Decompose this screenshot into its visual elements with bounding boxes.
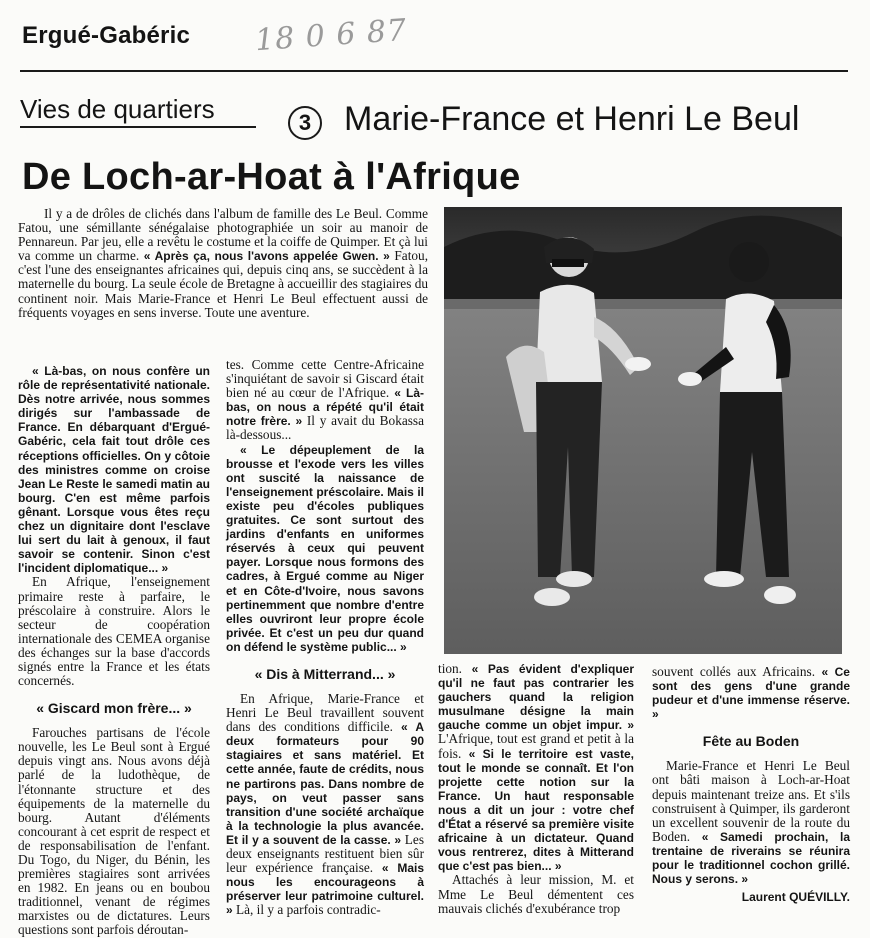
quote-text: « Là-bas, on nous confère un rôle de représentativité nationale. Dès notre arrivée, nous sommes dirigés sur l'ambassade de France. En débarquant d'Ergué-Gabéric, cela fait tout drôle ces réceptions officielles. On y côtoie des ministres comme on croise Jean Le Reste le samedi matin au bourg. C'en est même parfois gênant. Lorsque vous êtes reçu chez un dignitaire dont l'esclave lui sert du lait à genoux, il faut savoir se contenir. Sinon c'est l'incident diplomatique... » [18,364,210,576]
text-run: Il y avait du Bokassa là-dessous... [226,413,424,443]
paragraph [226,692,424,918]
quote-text: « Samedi prochain, la trentaine de riverains se réunira pour le traditionnel cochon grillé. Nous y serons. » [652,829,850,887]
text-run: tes. Comme cette Centre-Africaine s'inquiétant de savoir si Giscard était bien né au cœur de l'Afrique. [226,357,424,401]
text-run: Fatou, c'est l'une des enseignantes africaines qui, depuis cinq ans, se succèdent à la maternelle du bourg. La seule école de Bretagne à accueillir des stagiaires du continent noir. Mais Marie-France et Henri Le Beul effectuent aussi de fréquents voyages en sens inverse. Toute une aventure. [18,248,429,320]
paragraph [226,358,424,443]
column-1 [18,364,210,938]
text-run: tion. [438,661,472,676]
paragraph [652,665,850,721]
handwritten-date-note: 18 0 6 87 [253,12,409,59]
quote-text: « Après ça, nous l'avons appelée Gwen. » [143,249,390,264]
column-2 [226,358,424,917]
text-run: souvent collés aux Africains. [652,664,822,679]
quote-text: « Là-bas, on nous a répété qu'il était notre frère. » [226,386,424,429]
quote-text: « Pas évident d'expliquer qu'il ne faut pas contrarier les gauchers quand la religion musulmane désigne la main gauche comme un objet impur. » [438,662,634,733]
newspaper-town-heading: Ergué-Gabéric [22,22,190,49]
article-intro [18,207,428,320]
paragraph: Attachés à leur mission, M. et Mme Le Beul démentent ces mauvais clichés d'exubérance trop [438,872,634,916]
series-number-badge: 3 [288,106,322,140]
paragraph: En Afrique, l'enseignement primaire reste à parfaire, le préscolaire à construire. Alors le secteur de coopération internationale des CEMEA organise des échanges sur la base d'accords signés entre la France et les états concernés. [18,574,210,689]
column-4 [652,665,850,904]
article-subject: Marie-France et Henri Le Beul [344,100,800,138]
quote-text: « Le dépeuplement de la brousse et l'exode vers les villes ont suscité la naissance de l'enseignement préscolaire. Mais il existe peu d'écoles publiques gratuites. Ce sont surtout des jardins d'enfants en uniformes réservés à ceux qui peuvent payer. Lorsque nous formons des cadres, à Ergué comme au Niger et en Côte-d'Ivoire, nous savons pertinemment que nombre d'entre elles ouvriront leur propre école privée. Et c'est un peu dur quand on défend le système public... » [226,442,424,654]
article-title: De Loch-ar-Hoat à l'Afrique [22,156,521,198]
photo-illustration [444,207,842,654]
text-run: Les deux enseignants restituent bien sûr leur expérience française. [226,831,424,876]
subheading: « Giscard mon frère... » [36,700,192,717]
article-photo [444,207,842,654]
quote-text: « A deux formateurs pour 90 stagiaires et sans matériel. Et cette année, faute de crédits, nous ne partirons pas. Dans nombre de pays, on veut passer sans transition d'une société archaïque à la technologie la plus avancée. Et il y a souvent de la casse. » [226,720,425,847]
subheading: Fête au Boden [702,733,800,750]
text-run: L'Afrique, tout est grand et petit à la fois. [438,731,634,761]
paragraph [18,364,210,575]
column-3 [438,662,634,916]
subheading: « Dis à Mitterrand... » [254,665,396,682]
intro-paragraph [18,207,428,320]
text-run: En Afrique, Marie-France et Henri Le Beul travaillent souvent dans des conditions difficile. [226,690,424,735]
paragraph [226,443,424,654]
text-run: Là, il y a parfois contradic- [232,902,381,918]
author-signature: Laurent QUÉVILLY. [741,890,850,905]
paragraph: Farouches partisans de l'école nouvelle, les Le Beul sont à Ergué depuis vingt ans. Nous avons déjà parlé de la ludothèque, de l'étonnante structure et des équipements de la maternelle du bourg. Autant d'éléments concourant à cet esprit de respect et de responsabilisation de l'enfant. Du Togo, du Niger, du Bénin, les premières stagiaires sont arrivées en 1982. En jeans ou en boubou traditionnel, venant de régimes marxistes ou de dictatures. Leurs questions sont parfois déroutan- [18,725,210,938]
paragraph [652,759,850,886]
quote-text: « Ce sont des gens d'une grande pudeur et d'une immense réserve. » [652,665,850,722]
quote-text: « Mais nous les encourageons à préserver leur patrimoine culturel. » [226,861,425,918]
section-label: Vies de quartiers [20,94,215,124]
quote-text: « Si le territoire est vaste, tout le monde se connaît. Et l'on projette cette notion sur la France. Un haut responsable nous a dit un jour : votre chef d'État a réservé sa première visite africaine à un dictateur. Quand vous rentrerez, dites à Mitterand que c'est pas bien... » [438,746,634,874]
text-run: Marie-France et Henri Le Beul ont bâti maison à Loch-ar-Hoat depuis maintenant treize ans. Et s'ils construisent à Quimper, ils garderont un excellent souvenir de la route du Boden. [652,758,850,844]
paragraph [438,662,634,873]
section-underline [20,126,256,128]
header-rule [20,70,848,72]
text-run: Il y a de drôles de clichés dans l'album de famille des Le Beul. Comme Fatou, une sémillante sénégalaise photographiée un soir au manoir de Pennareun. Par jeu, elle a revêtu le costume et la coiffe de Quimper. Et çà lui va comme un charme. [18,206,428,264]
